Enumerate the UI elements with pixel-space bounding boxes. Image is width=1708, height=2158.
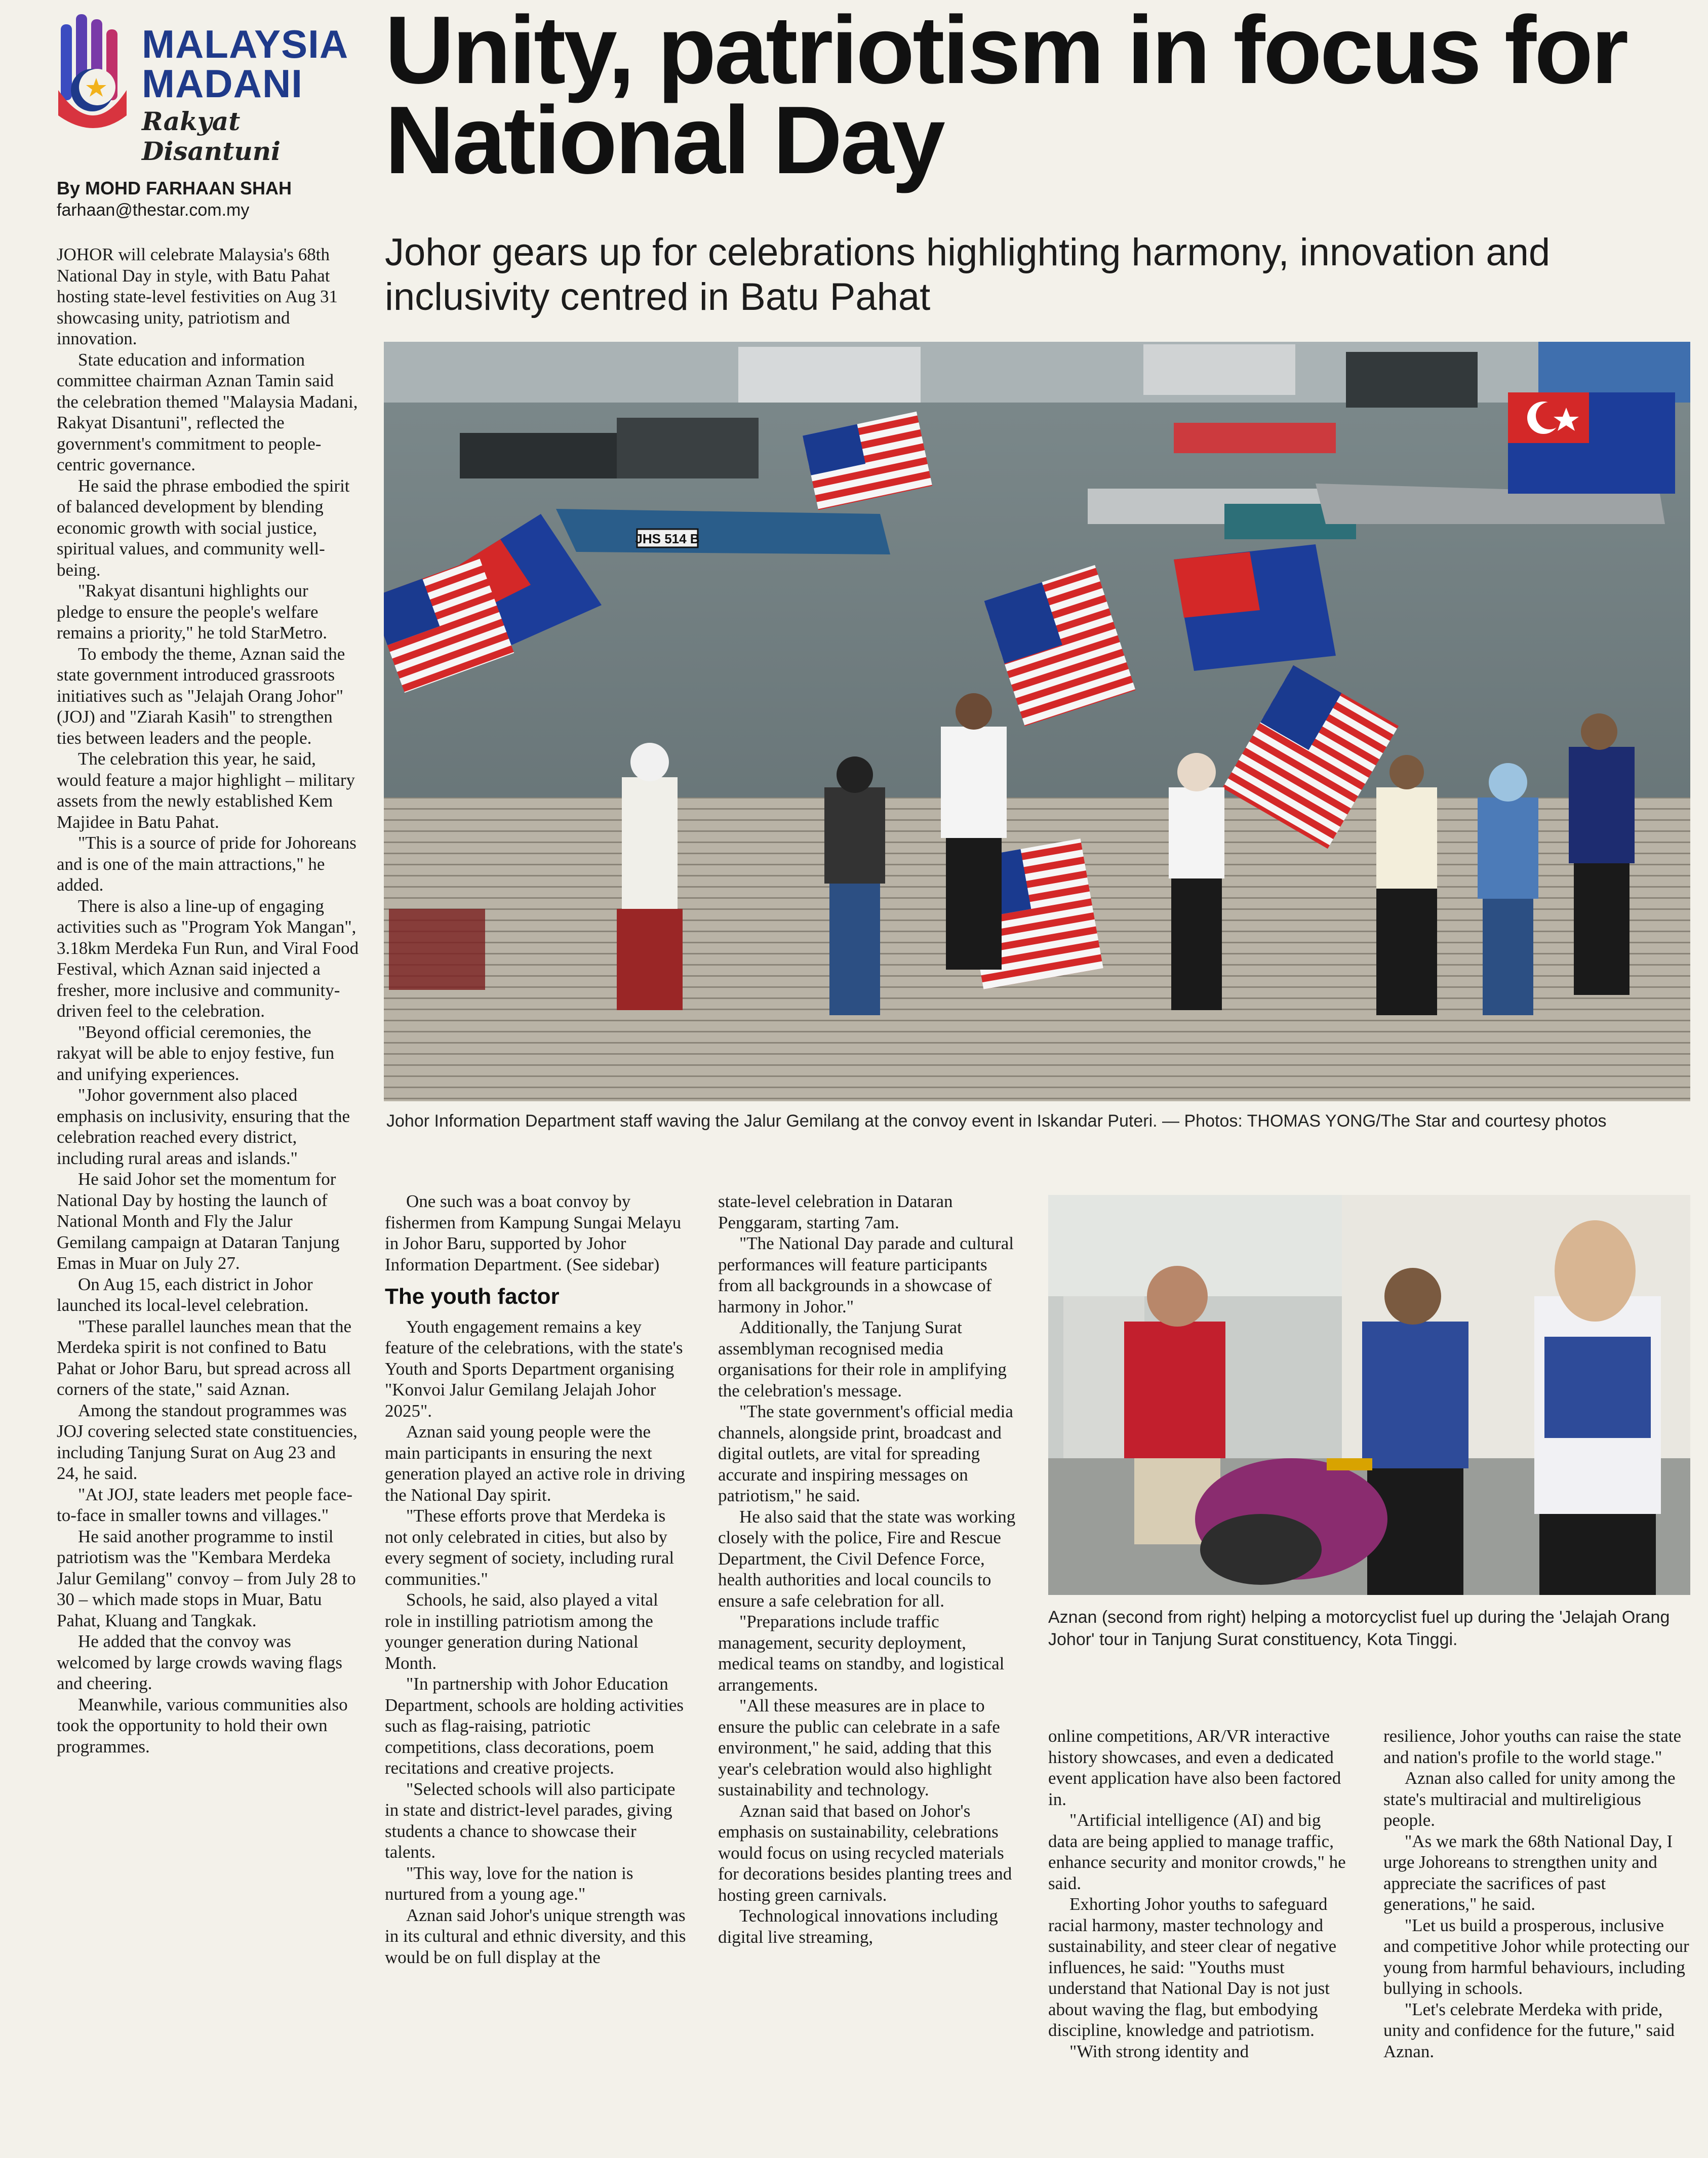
section-heading: The youth factor (385, 1284, 560, 1309)
article-column-3 (718, 1191, 1024, 1947)
paragraph: "As we mark the 68th National Day, I urge Johoreans to strengthen unity and appreciate the sacrifices of past generations," he said. (1383, 1831, 1673, 1914)
paragraph: Meanwhile, various communities also took the opportunity to hold their own programmes. (57, 1694, 348, 1756)
paragraph: "Artificial intelligence (AI) and big data are being applied to manage traffic, enhance security and monitor crowds," he said. (1048, 1810, 1346, 1893)
paragraph: Schools, he said, also played a vital role in instilling patriotism among the younger generation during National Month. (385, 1590, 658, 1673)
paragraph: state-level celebration in Dataran Penggaram, starting 7am. (718, 1191, 953, 1232)
article-column-2 (385, 1191, 688, 1968)
paragraph: Additionally, the Tanjung Surat assemblyman recognised media organisations for their role in amplifying the celebration's message. (718, 1317, 1007, 1401)
byline (57, 177, 361, 221)
paragraph: "This is a source of pride for Johoreans and is one of the main attractions," he added. (57, 833, 356, 895)
paragraph: Aznan said young people were the main participants in ensuring the next generation played an active role in driving the National Day spirit. (385, 1422, 685, 1505)
paragraph: Technological innovations including digital live streaming, (718, 1906, 998, 1947)
paragraph: There is also a line-up of engaging activities such as "Program Yok Mangan", 3.18km Merdeka Fun Run, and Viral Food Festival, which Aznan said injected a fresher, more inclusive and community-driven feel to the celebration. (57, 896, 359, 1021)
paragraph: "These parallel launches mean that the Merdeka spirit is not confined to Batu Pahat or Johor Baru, but spread across all corners of the state," said Aznan. (57, 1316, 352, 1399)
convoy-photo (384, 342, 1690, 1101)
paragraph: To embody the theme, Aznan said the state government introduced grassroots initiatives such as "Jelajah Orang Johor" (JOJ) and "Ziarah Kasih" to strengthen ties between leaders and the people. (57, 644, 345, 748)
paragraph: He said the phrase embodied the spirit of balanced development by blending economic growth with social justice, spiritual values, and community well-being. (57, 475, 350, 580)
paragraph: "Let us build a prosperous, inclusive and competitive Johor while protecting our young from harmful behaviours, including bullying in schools. (1383, 1915, 1689, 1998)
paragraph: "With strong identity and (1069, 2041, 1249, 2061)
paragraph: He also said that the state was working closely with the police, Fire and Rescue Department, the Civil Defence Force, health authorities and local councils to ensure a safe celebration for all. (718, 1506, 1016, 1611)
paragraph: State education and information committee chairman Aznan Tamin said the celebration themed "Malaysia Madani, Rakyat Disantuni", reflected the government's commitment to people-centric governance. (57, 349, 358, 474)
motorcyclist-fuel-scene-image (1048, 1195, 1690, 1595)
paragraph: "Johor government also placed emphasis on inclusivity, ensuring that the celebration reached every district, including rural areas and islands." (57, 1085, 350, 1168)
paragraph: Exhorting Johor youths to safeguard racial harmony, master technology and sustainability, and steer clear of negative influences, he said: "Youths must understand that National Day is not just about waving the flag, but embodying discipline, knowledge and patriotism. (1048, 1894, 1337, 2040)
boat-registration: JHS 514 B (635, 531, 700, 546)
paragraph: On Aug 15, each district in Johor launched its local-level celebration. (57, 1274, 313, 1315)
paragraph: "The state government's official media channels, alongside print, broadcast and digital outlets, are vital for spreading accurate and inspiring messages on patriotism," he said. (718, 1402, 1013, 1505)
paragraph: "This way, love for the nation is nurtured from a young age." (385, 1863, 633, 1904)
article-column-4 (1048, 1726, 1353, 2062)
paragraph: He said another programme to instil patriotism was the "Kembara Merdeka Jalur Gemilang" convoy – from July 28 to 30 – which made stops in Muar, Batu Pahat, Kluang and Tangkak. (57, 1526, 356, 1630)
paragraph: "Preparations include traffic management, security deployment, medical teams on standby, and logistical arrangements. (718, 1612, 1005, 1695)
paragraph: One such was a boat convoy by fishermen from Kampung Sungai Melayu in Johor Baru, supported by Johor Information Department. (See sidebar) (385, 1191, 682, 1274)
paragraph: "Rakyat disantuni highlights our pledge to ensure the people's welfare remains a priority," he told StarMetro. (57, 581, 327, 643)
paragraph: "Let's celebrate Merdeka with pride, unity and confidence for the future," said Aznan. (1383, 1999, 1675, 2061)
logo-tagline: Rakyat Disantuni (142, 106, 281, 166)
paragraph: online competitions, AR/VR interactive history showcases, and even a dedicated event application have also been factored in. (1048, 1726, 1341, 1809)
paragraph: He added that the convoy was welcomed by large crowds waving flags and cheering. (57, 1631, 343, 1693)
paragraph: Aznan said that based on Johor's emphasis on sustainability, celebrations would focus on using recycled materials for decorations besides planting trees and hosting green carnivals. (718, 1801, 1012, 1905)
logo-line-1: MALAYSIA (142, 22, 349, 66)
paragraph: Aznan also called for unity among the state's multiracial and multireligious people. (1383, 1768, 1676, 1830)
malaysia-madani-logo (56, 14, 360, 166)
paragraph: "The National Day parade and cultural performances will feature participants from all backgrounds in a showcase of harmony in Johor." (718, 1233, 1014, 1316)
paragraph: Aznan said Johor's unique strength was in its cultural and ethnic diversity, and this would be on full display at the (385, 1905, 686, 1967)
paragraph: He said Johor set the momentum for National Day by hosting the launch of National Month and Fly the Jalur Gemilang campaign at Dataran Tanjung Emas in Muar on July 27. (57, 1169, 340, 1273)
flag-waving-scene-image (384, 342, 1690, 1101)
fuel-station-photo (1048, 1195, 1690, 1595)
johor-flag (1174, 544, 1336, 671)
paragraph: "At JOJ, state leaders met people face-to-face in smaller towns and villages." (57, 1484, 352, 1525)
madani-hand-emblem-icon (56, 14, 132, 131)
paragraph: JOHOR will celebrate Malaysia's 68th National Day in style, with Batu Pahat hosting state-level festivities on Aug 31 showcasing unity, patriotism and innovation. (57, 245, 338, 348)
paragraph: The celebration this year, he said, would feature a major highlight – military assets from the newly established Kem Majidee in Batu Pahat. (57, 749, 355, 832)
byline-email[interactable]: farhaan@thestar.com.my (57, 201, 250, 220)
headline: Unity, patriotism in focus for National Day (385, 0, 1627, 194)
paragraph: "All these measures are in place to ensure the public can celebrate in a safe environment," he said, adding that this year's celebration would also highlight sustainability and technology. (718, 1696, 1000, 1800)
paragraph: "Selected schools will also participate in state and district-level parades, giving students a chance to showcase their talents. (385, 1779, 676, 1862)
paragraph: resilience, Johor youths can raise the state and nation's profile to the world stage." (1383, 1726, 1681, 1767)
paragraph: Youth engagement remains a key feature of the celebrations, with the state's Youth and Sports Department organising "Konvoi Jalur Gemilang Jelajah Johor 2025". (385, 1316, 683, 1421)
johor-flag (1508, 392, 1675, 494)
article-column-5 (1383, 1726, 1690, 2062)
byline-author: By MOHD FARHAAN SHAH (57, 178, 292, 198)
subheadline: Johor gears up for celebrations highlighting harmony, innovation and inclusivity centred in Batu Pahat (385, 231, 1551, 318)
article-column-1 (57, 244, 360, 1757)
paragraph: "Beyond official ceremonies, the rakyat will be able to enjoy festive, fun and unifying experiences. (57, 1022, 335, 1084)
paragraph: Among the standout programmes was JOJ covering selected state constituencies, including Tanjung Surat on Aug 23 and 24, he said. (57, 1400, 358, 1483)
paragraph: "These efforts prove that Merdeka is not only celebrated in cities, but also by every segment of society, including rural communities." (385, 1506, 674, 1589)
paragraph: "In partnership with Johor Education Department, schools are holding activities such as flag-raising, patriotic competitions, class decorations, poem recitations and creative projects. (385, 1674, 684, 1778)
logo-line-2: MADANI (142, 61, 303, 106)
photo1-caption: Johor Information Department staff waving the Jalur Gemilang at the convoy event in Iskandar Puteri. — Photos: THOMAS YONG/The Star and courtesy photos (386, 1111, 1607, 1131)
photo2-caption: Aznan (second from right) helping a motorcyclist fuel up during the 'Jelajah Orang Johor' tour in Tanjung Surat constituency, Kota Tinggi. (1048, 1608, 1670, 1649)
